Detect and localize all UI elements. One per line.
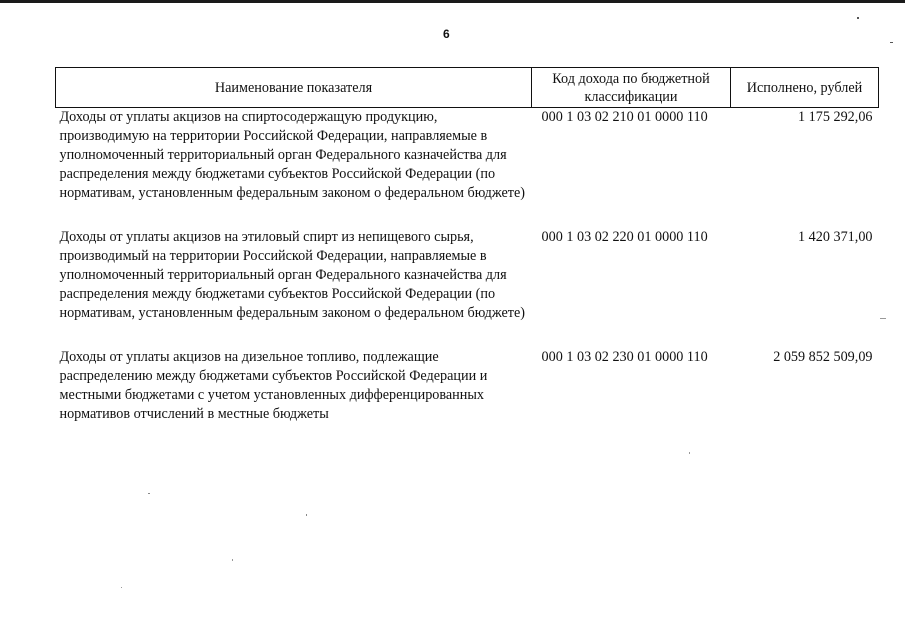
table-row	[56, 342, 879, 428]
row-executed-amount: 1 420 371,00	[798, 229, 873, 245]
header-executed-amount: Исполнено, рублей	[731, 68, 879, 108]
scan-speck	[880, 318, 886, 319]
header-revenue-code: Код дохода по бюджетной классификации	[532, 68, 731, 108]
row-executed-amount: 2 059 852 509,09	[773, 349, 873, 365]
scan-speck	[148, 493, 150, 494]
scan-speck	[857, 17, 859, 19]
scan-speck	[306, 514, 307, 516]
scan-speck	[232, 559, 233, 561]
table-header-row	[56, 68, 879, 108]
row-executed-amount: 1 175 292,06	[798, 109, 873, 125]
page-top-border	[0, 0, 905, 3]
header-indicator-name: Наименование показателя	[56, 68, 532, 108]
scan-speck	[689, 452, 690, 454]
table-row	[56, 108, 879, 223]
scan-speck	[890, 42, 893, 43]
row-indicator-name: Доходы от уплаты акцизов на дизельное топливо, подлежащие распределению между бюджетами субъектов Российской Федерации и местными бюджетами с учетом установленных дифференцированных нормативов отчислений в местные бюджеты	[59, 349, 488, 422]
table-row	[56, 222, 879, 342]
row-revenue-code: 000 1 03 02 230 01 0000 110	[541, 349, 708, 365]
row-revenue-code: 000 1 03 02 220 01 0000 110	[541, 229, 708, 245]
row-indicator-name: Доходы от уплаты акцизов на этиловый спирт из непищевого сырья, производимый на территории Российской Федерации, направляемые в уполномоченный территориальный орган Федерального казначейства для распределения между бюджетами субъектов Российской Федерации (по нормативам, установленным федеральным законом о федеральном бюджете)	[59, 229, 525, 321]
scan-speck	[121, 587, 122, 588]
row-indicator-name: Доходы от уплаты акцизов на спиртосодержащую продукцию, производимую на территории Российской Федерации, направляемые в уполномоченный территориальный орган Федерального казначейства для распределения между бюджетами субъектов Российской Федерации (по нормативам, установленным федеральным законом о федеральном бюджете)	[59, 109, 525, 201]
row-revenue-code: 000 1 03 02 210 01 0000 110	[541, 109, 708, 125]
page-number: 6	[443, 27, 450, 41]
revenue-table	[55, 67, 879, 428]
